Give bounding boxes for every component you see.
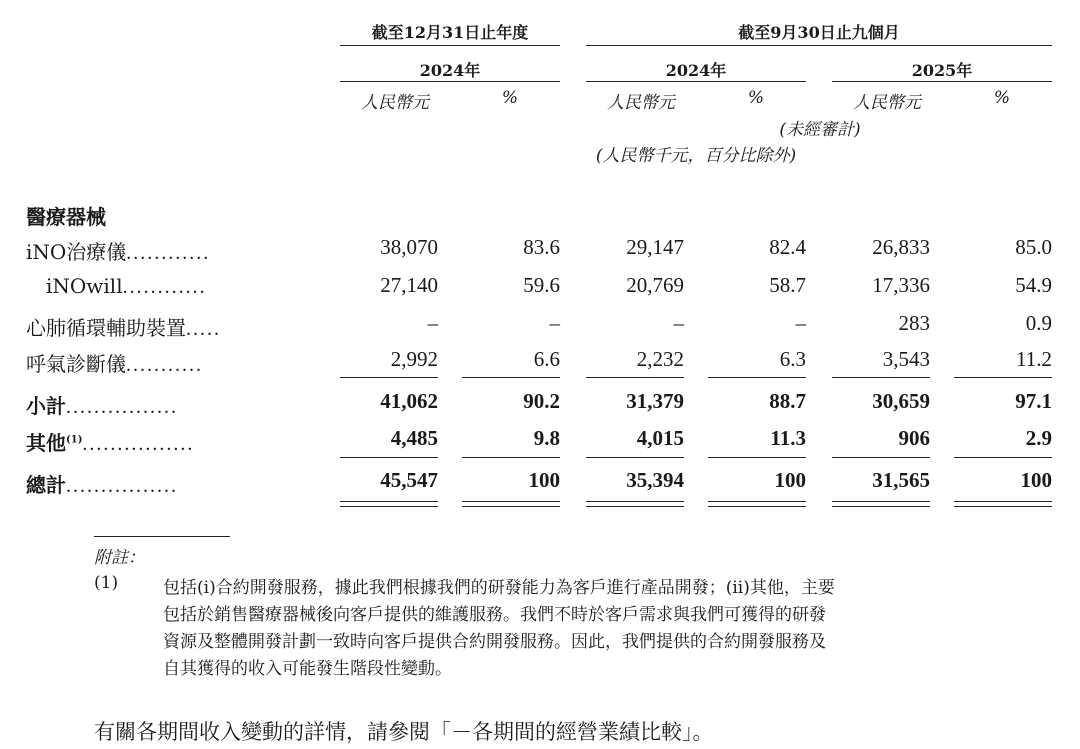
cell-value: 20,769 xyxy=(626,273,684,297)
cell-value: 11.2 xyxy=(1016,347,1052,371)
cell-value: – xyxy=(427,311,438,335)
subtotal-rule xyxy=(586,377,684,378)
year-rule xyxy=(340,81,560,82)
cell-value: 0.9 xyxy=(1025,311,1052,335)
double-rule xyxy=(586,506,684,507)
subtotal-rule xyxy=(954,377,1052,378)
cell-value: 41,062 xyxy=(380,389,438,413)
leader-dots: ........... xyxy=(126,354,203,376)
double-rule xyxy=(462,501,560,502)
unit-rmb: 人民幣元 xyxy=(607,93,675,113)
year-rule xyxy=(586,81,806,82)
footer-text: 有關各期間收入變動的詳情，請參閱「－各期間的經營業績比較」。 xyxy=(94,720,714,744)
cell-value: 906 xyxy=(898,426,930,450)
cell-value: 100 xyxy=(774,468,806,492)
cell-value: 11.3 xyxy=(770,426,806,450)
total-rule xyxy=(586,457,684,458)
cell-value: 6.3 xyxy=(779,347,806,371)
double-rule xyxy=(954,506,1052,507)
cell-value: – xyxy=(673,311,684,335)
cell-value: 38,070 xyxy=(380,235,438,259)
year-rule xyxy=(832,81,1052,82)
leader-dots: ............ xyxy=(122,276,207,298)
double-rule xyxy=(708,506,806,507)
cell-value: 88.7 xyxy=(769,389,806,413)
double-rule xyxy=(586,501,684,502)
row-label xyxy=(26,348,203,377)
cell-value: 35,394 xyxy=(626,468,684,492)
cell-value: 31,565 xyxy=(872,468,930,492)
notes-heading: 附註： xyxy=(94,548,145,568)
cell-value: 3,543 xyxy=(882,347,930,371)
leader-dots: ................ xyxy=(66,475,178,497)
row-label-text: 總計 xyxy=(26,473,66,497)
cell-value: 27,140 xyxy=(380,273,438,297)
note-line: 自其獲得的收入可能發生階段性變動。 xyxy=(163,659,452,679)
cell-value: 2,232 xyxy=(636,347,684,371)
cell-value: 82.4 xyxy=(769,235,806,259)
row-label-text: 呼氣診斷儀 xyxy=(26,352,126,376)
subtotal-rule xyxy=(708,377,806,378)
footnote-ref: (1) xyxy=(66,434,83,446)
cell-value: – xyxy=(549,311,560,335)
row-label-text: 其他 xyxy=(26,431,66,455)
row-label-text: 心肺循環輔助裝置 xyxy=(26,316,186,340)
subtotal-rule xyxy=(340,377,438,378)
cell-value: 2,992 xyxy=(390,347,438,371)
cell-value: 9.8 xyxy=(533,426,560,450)
cell-value: 30,659 xyxy=(872,389,930,413)
row-label xyxy=(26,312,221,341)
unit-rmb: 人民幣元 xyxy=(361,93,429,113)
year-header: 2025年 xyxy=(911,61,973,80)
row-label xyxy=(26,390,178,419)
leader-dots: ..... xyxy=(186,318,221,340)
cell-value: 85.0 xyxy=(1015,235,1052,259)
header-rule xyxy=(340,45,560,46)
cell-value: 26,833 xyxy=(872,235,930,259)
cell-value: 6.6 xyxy=(533,347,560,371)
double-rule xyxy=(832,501,930,502)
leader-dots: ............ xyxy=(126,242,211,264)
leader-dots: ................ xyxy=(82,433,195,455)
cell-value: 283 xyxy=(898,311,930,335)
cell-value: 4,485 xyxy=(390,426,438,450)
cell-value: 2.9 xyxy=(1025,426,1052,450)
double-rule xyxy=(462,506,560,507)
double-rule xyxy=(954,501,1052,502)
leader-dots: ................ xyxy=(66,396,178,418)
cell-value: 58.7 xyxy=(769,273,806,297)
row-label-text: iNO治療儀 xyxy=(26,240,127,264)
cell-value: 54.9 xyxy=(1015,273,1052,297)
cell-value: 4,015 xyxy=(636,426,684,450)
row-label-text: iNOwill xyxy=(46,274,123,298)
unit-pct: % xyxy=(993,88,1011,108)
header-rule xyxy=(586,45,1052,46)
note-marker: (1) xyxy=(94,573,119,593)
unit-note: (人民幣千元，百分比除外) xyxy=(595,146,797,166)
unaudited-note: (未經審計) xyxy=(779,120,861,140)
unit-rmb: 人民幣元 xyxy=(853,93,921,113)
unit-pct: % xyxy=(501,88,519,108)
row-label xyxy=(26,236,210,265)
cell-value: 97.1 xyxy=(1015,389,1052,413)
subtotal-rule xyxy=(832,377,930,378)
note-line: 資源及整體開發計劃一致時向客戶提供合約開發服務。因此，我們提供的合約開發服務及 xyxy=(163,632,826,652)
cell-value: 59.6 xyxy=(523,273,560,297)
section-title: 醫療器械 xyxy=(26,205,106,229)
cell-value: 100 xyxy=(528,468,560,492)
double-rule xyxy=(832,506,930,507)
cell-value: 90.2 xyxy=(523,389,560,413)
double-rule xyxy=(708,501,806,502)
notes-rule xyxy=(94,536,230,537)
row-label xyxy=(46,274,207,299)
header-group-9m: 截至9月30日止九個月 xyxy=(738,23,900,42)
note-line: 包括於銷售醫療器械後向客戶提供的維護服務。我們不時於客戶需求與我們可獲得的研發 xyxy=(163,605,826,625)
cell-value: – xyxy=(795,311,806,335)
note-line: 包括(i)合約開發服務，據此我們根據我們的研發能力為客戶進行產品開發；(ii)其他，主要 xyxy=(163,578,835,598)
row-label xyxy=(26,427,194,456)
total-rule xyxy=(708,457,806,458)
total-rule xyxy=(954,457,1052,458)
year-header: 2024年 xyxy=(665,61,727,80)
row-label-text: 小計 xyxy=(26,394,66,418)
cell-value: 100 xyxy=(1020,468,1052,492)
total-rule xyxy=(462,457,560,458)
cell-value: 29,147 xyxy=(626,235,684,259)
year-header: 2024年 xyxy=(419,61,481,80)
cell-value: 45,547 xyxy=(380,468,438,492)
double-rule xyxy=(340,501,438,502)
cell-value: 31,379 xyxy=(626,389,684,413)
double-rule xyxy=(340,506,438,507)
unit-pct: % xyxy=(747,88,765,108)
cell-value: 83.6 xyxy=(523,235,560,259)
row-label xyxy=(26,469,178,498)
cell-value: 17,336 xyxy=(872,273,930,297)
subtotal-rule xyxy=(462,377,560,378)
total-rule xyxy=(340,457,438,458)
header-group-fy: 截至12月31日止年度 xyxy=(371,23,529,42)
total-rule xyxy=(832,457,930,458)
